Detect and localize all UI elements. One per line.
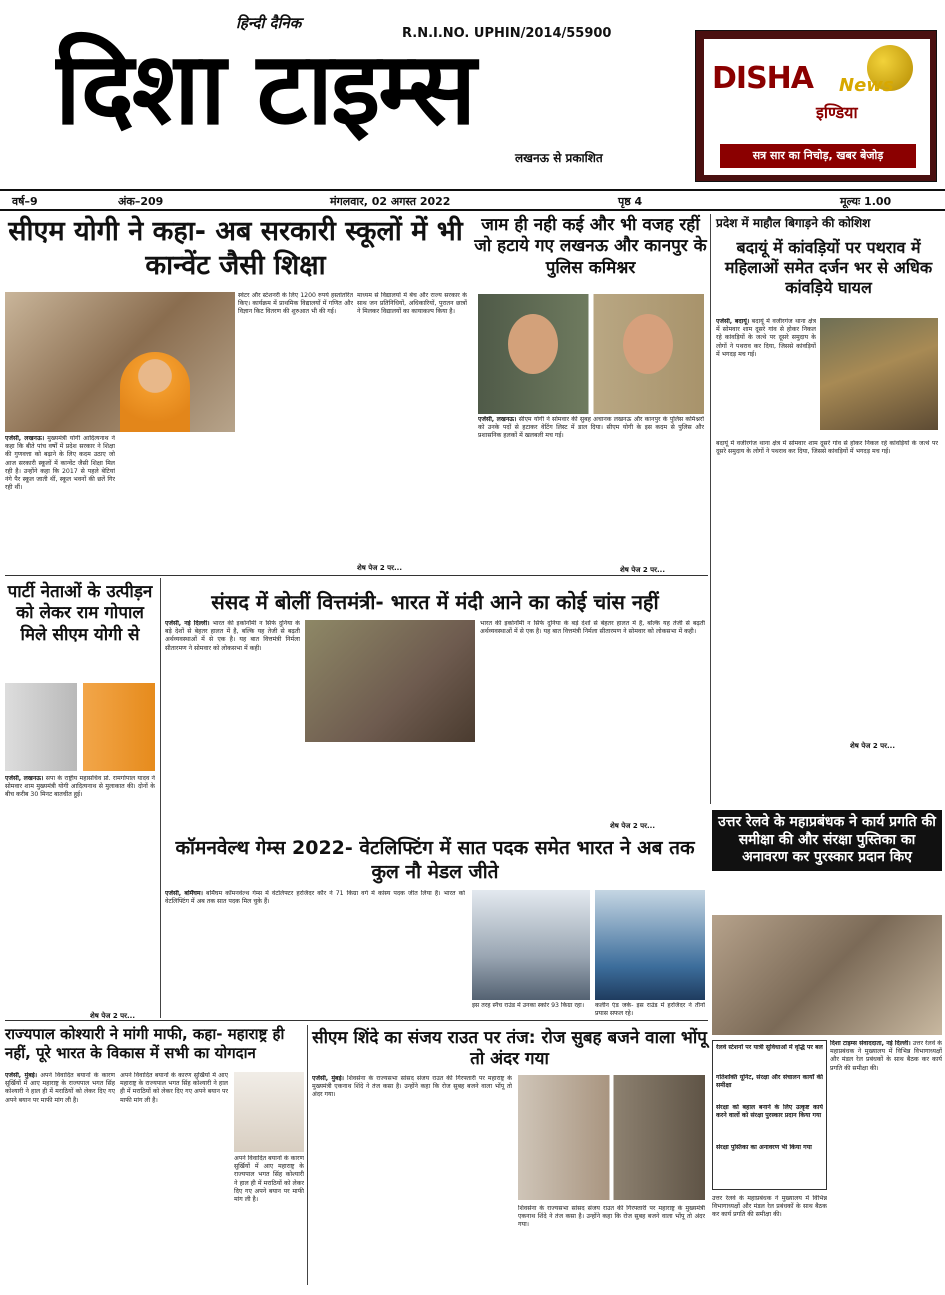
page-number: पृष्ठ 4 (618, 195, 643, 208)
parliament-headline: संसद में बोलीं वित्तमंत्री- भारत में मंदी आने का कोई चांस नहीं (211, 590, 659, 614)
weightlifter-photo-2 (595, 890, 705, 1000)
parliament-continued: शेष पेज 2 पर... (610, 822, 655, 830)
cwg-headline: कॉमनवेल्थ गेम्स 2022- वेटलिफ्टिंग में सात पदक समेत भारत ने अब तक कुल नौ मेडल जीते (175, 837, 695, 883)
commissioner-continued: शेष पेज 2 पर... (620, 566, 665, 574)
yogi-col2: स्वेटर और स्टेशनरी के लिए 1200 रुपये हस्तांतरित किए। कार्यक्रम में प्राथमिक विद्यालयों में गणित और विज्ञान किट वितरण की शुरुआत भी की गई। (238, 292, 353, 316)
kanwariya-photo (820, 318, 938, 430)
shinde-dateline: एजेंसी, मुंबई। (312, 1075, 344, 1082)
railway-highlight-2: गतिशक्ति यूनिट, संरक्षा और संचालन कार्यों की समीक्षा (716, 1074, 823, 1090)
railway-body-cont: उत्तर रेलवे के महाप्रबंधक ने मुख्यालय में विभिन्न विभागाध्यक्षों और मंडल रेल प्रबंधकों के साथ बैठक कर कार्य प्रगति की समीक्षा की। (712, 1195, 827, 1219)
column-divider-left (160, 578, 161, 1018)
railway-body: उत्तर रेलवे के महाप्रबंधक ने मुख्यालय में विभिन्न विभागाध्यक्षों और मंडल रेल प्रबंधकों के साथ बैठक कर कार्य प्रगति की समीक्षा की। (830, 1040, 942, 1072)
cwg-caption-1: इस तरह स्नैच राउंड में उनका स्कोर 93 किग्रा रहा। (472, 1002, 585, 1009)
commissioner-body: सीएम योगी ने सोमवार की सुबह अचानक लखनऊ और कानपुर के पुलिस कमिश्नरों को उनके पदों से हटाकर वेटिंग लिस्ट में डाल दिया। सीएम योगी के इस कदम से पुलिस और प्रशासनिक हलकों में खलबली मच गई। (478, 416, 704, 440)
masthead-title: दिशा टाइम्स (55, 29, 475, 147)
badaun-body: बदायूं में वजीरगंज थाना क्षेत्र में सोमवार शाम दूसरे गांव से होकर निकल रहे कांवड़ियों के जत्थे पर दूसरे समुदाय के लोगों ने पथराव कर दिया, जिससे कांवड़ियों में भगदड़ मच गई। (716, 318, 816, 358)
dateline-bar (0, 189, 945, 211)
shinde-headline: सीएम शिंदे का संजय राउत पर तंज: रोज सुबह बजने वाला भोंपू तो अंदर गया (312, 1028, 707, 1070)
koshyari-col2: अपने विवादित बयानों के कारण सुर्खियों में आए महाराष्ट्र के राज्यपाल भगत सिंह कोश्यारी ने हाल ही में मराठियों को लेकर दिए गए अपने बयान पर माफी मांग ली है। (120, 1072, 228, 1104)
yogi-headline: सीएम योगी ने कहा- अब सरकारी स्कूलों में भी कान्वेंट जैसी शिक्षा (8, 216, 463, 281)
railway-highlight-1: रेलवे स्टेशनों पर यात्री सुविधाओं में वृद्धि पर बल (716, 1044, 823, 1051)
koshyari-dateline: एजेंसी, मुंबई। (5, 1072, 38, 1079)
volume-year: वर्ष–9 (12, 195, 38, 208)
railway-highlight-3: संरक्षा को बहाल बनाने के लिए उत्कृष्ट कार्य करने वालों को संरक्षा पुरस्कार प्रदान किया गया (716, 1104, 823, 1120)
railway-highlights-box (712, 1040, 827, 1190)
parliament-body: भारत की इकोनॉमी न सिर्फ दुनिया के बड़े देशों से बेहतर हालत में है, बल्कि यह तेजी से बढ़ती अर्थव्यवस्थाओं में से एक है। यह बात वित्तमंत्री निर्मला सीतारमण ने सोमवार को लोकसभा में कही। (165, 620, 300, 652)
ramgopal-continued: शेष पेज 2 पर... (90, 1012, 135, 1020)
logo-brand: DISHA (712, 61, 813, 96)
commissioner-face-2 (623, 314, 673, 374)
ramgopal-yogi-photo (5, 683, 155, 771)
badaun-body-cont: बदायूं में वजीरगंज थाना क्षेत्र में सोमवार शाम दूसरे गांव से होकर निकल रहे कांवड़ियों के जत्थे पर दूसरे समुदाय के लोगों ने पथराव कर दिया, जिससे कांवड़ियों में भगदड़ मच गई। (716, 440, 938, 456)
yogi-dateline: एजेंसी, लखनऊ। (5, 435, 45, 442)
weightlifter-photo-1 (472, 890, 590, 1000)
ramgopal-body: सपा के राष्ट्रीय महासचिव प्रो. रामगोपाल यादव ने सोमवार शाम मुख्यमंत्री योगी आदित्यनाथ से मुलाकात की। दोनों के बीच करीब 30 मिनट बातचीत हुई। (5, 775, 155, 799)
commissioner-face-1 (508, 314, 558, 374)
section-divider (5, 575, 708, 576)
price: मूल्यः 1.00 (840, 195, 892, 208)
finance-minister-photo (305, 620, 475, 742)
shinde-body: शिवसेना के राज्यसभा सांसद संजय राउत की गिरफ्तारी पर महाराष्ट्र के मुख्यमंत्री एकनाथ शिंदे ने तंज कसा है। उन्होंने कहा कि रोज सुबह बजने वाला भोंपू तो अंदर गया। (312, 1075, 512, 1099)
masthead-pretitle: हिन्दी दैनिक (236, 14, 302, 32)
railway-dateline: दिशा टाइम्स संवाददाता, नई दिल्ली। (830, 1040, 911, 1047)
column-divider (710, 214, 711, 804)
ramgopal-headline: पार्टी नेताओं के उत्पीड़न को लेकर राम गोपाल मिले सीएम योगी से (7, 582, 153, 645)
railway-headline: उत्तर रेलवे के महाप्रबंधक ने कार्य प्रगति की समीक्षा की और संरक्षा पुस्तिका का अनावरण कर पुरस्कार प्रदान किए (712, 810, 942, 871)
ramgopal-dateline: एजेंसी, लखनऊ। (5, 775, 44, 782)
column-divider-bottom (307, 1025, 308, 1285)
yogi-continued: शेष पेज 2 पर... (357, 564, 402, 572)
logo-tagline: सत्र सार का निचोड़, खबर बेजोड़ (720, 144, 916, 168)
koshyari-photo (234, 1072, 304, 1152)
cwg-body: बर्मिंघम कॉमनवेल्थ गेम्स में वेटलिफ्टर हरजिंदर कौर ने 71 किग्रा वर्ग में कांस्य पदक जीत लिया है। भारत को वेटलिफ्टिंग में अब तक सात पदक मिल चुके हैं। (165, 890, 465, 906)
yogi-portrait (120, 352, 190, 432)
cwg-caption-2: कलीन एंड जर्क- इस राउंड में हरजिंदर ने तीनों प्रयास सफल रहे। (595, 1002, 705, 1018)
shinde-body-cont: शिवसेना के राज्यसभा सांसद संजय राउत की गिरफ्तारी पर महाराष्ट्र के मुख्यमंत्री एकनाथ शिंदे ने तंज कसा है। उन्होंने कहा कि रोज सुबह बजने वाला भोंपू तो अंदर गया। (518, 1205, 705, 1229)
commissioner-dateline: एजेंसी, लखनऊ। (478, 416, 517, 423)
commissioners-photo (478, 294, 704, 414)
yogi-col3: माध्यम से विद्यालयों में बेंच और राज्य सरकार के साथ जन प्रतिनिधियों, अधिकारियों, पुरातन छात्रों ने मिलकर विद्यालयों का कायाकल्प किया है। (357, 292, 467, 316)
commissioner-headline: जाम ही नही कई और भी वजह रहीं जो हटाये गए लखनऊ और कानपुर के पुलिस कमिश्नर (474, 215, 707, 278)
badaun-kicker: प्रदेश में माहौल बिगाड़ने की कोशिश (716, 216, 871, 230)
registration-number: R.N.I.NO. UPHIN/2014/55900 (402, 26, 612, 41)
badaun-headline: बदायूं में कांवड़ियों पर पथराव में महिलाओं समेत दर्जन भर से अधिक कांवड़िये घायल (724, 238, 933, 297)
section-divider-2 (5, 1020, 708, 1021)
published-from: लखनऊ से प्रकाशित (515, 151, 603, 165)
cwg-dateline: एजेंसी, बर्मिंघम। (165, 890, 203, 897)
shinde-raut-photo (518, 1075, 705, 1200)
koshyari-body: अपने विवादित बयानों के कारण सुर्खियों में आए महाराष्ट्र के राज्यपाल भगत सिंह कोश्यारी ने हाल ही में मराठियों को लेकर दिए गए अपने बयान पर माफी मांग ली है। (5, 1072, 115, 1104)
railway-event-photo (712, 915, 942, 1035)
parliament-body-cont: भारत की इकोनॉमी न सिर्फ दुनिया के बड़े देशों से बेहतर हालत में है, बल्कि यह तेजी से बढ़ती अर्थव्यवस्थाओं में से एक है। यह बात वित्तमंत्री निर्मला सीतारमण ने सोमवार को लोकसभा में कही। (480, 620, 705, 636)
railway-highlight-4: संरक्षा पुस्तिका का अनावरण भी किया गया (716, 1144, 812, 1151)
disha-news-logo (695, 30, 937, 182)
classroom-photo (5, 292, 235, 432)
issue-number: अंक–209 (118, 195, 164, 208)
logo-news: News (839, 75, 894, 96)
logo-country: इण्डिया (816, 103, 858, 122)
badaun-continued: शेष पेज 2 पर... (850, 742, 895, 750)
yogi-body: मुख्यमंत्री योगी आदित्यनाथ ने कहा कि बीते पांच वर्षों में प्रदेश सरकार ने शिक्षा की गुणवत्ता को बढ़ाने के लिए कदम उठाए जो आज सरकारी स्कूलों में कान्वेंट जैसी शिक्षा मिल रही है। उन्होंने कहा कि 2017 से पहले बेटियां नंगे पैर स्कूल जाती थीं, स्कूल भवनों की छतें गिर रही थीं। (5, 435, 115, 492)
issue-date: मंगलवार, 02 अगस्त 2022 (330, 195, 451, 208)
koshyari-col3: अपने विवादित बयानों के कारण सुर्खियों में आए महाराष्ट्र के राज्यपाल भगत सिंह कोश्यारी ने हाल ही में मराठियों को लेकर दिए गए अपने बयान पर माफी मांग ली है। (234, 1155, 304, 1204)
parliament-dateline: एजेंसी, नई दिल्ली। (165, 620, 210, 627)
koshyari-headline: राज्यपाल कोश्यारी ने मांगी माफी, कहा- महाराष्ट्र ही नहीं, पूरे भारत के विकास में सभी का योगदान (5, 1025, 285, 1062)
badaun-dateline: एजेंसी, बदायूं। (716, 318, 750, 325)
